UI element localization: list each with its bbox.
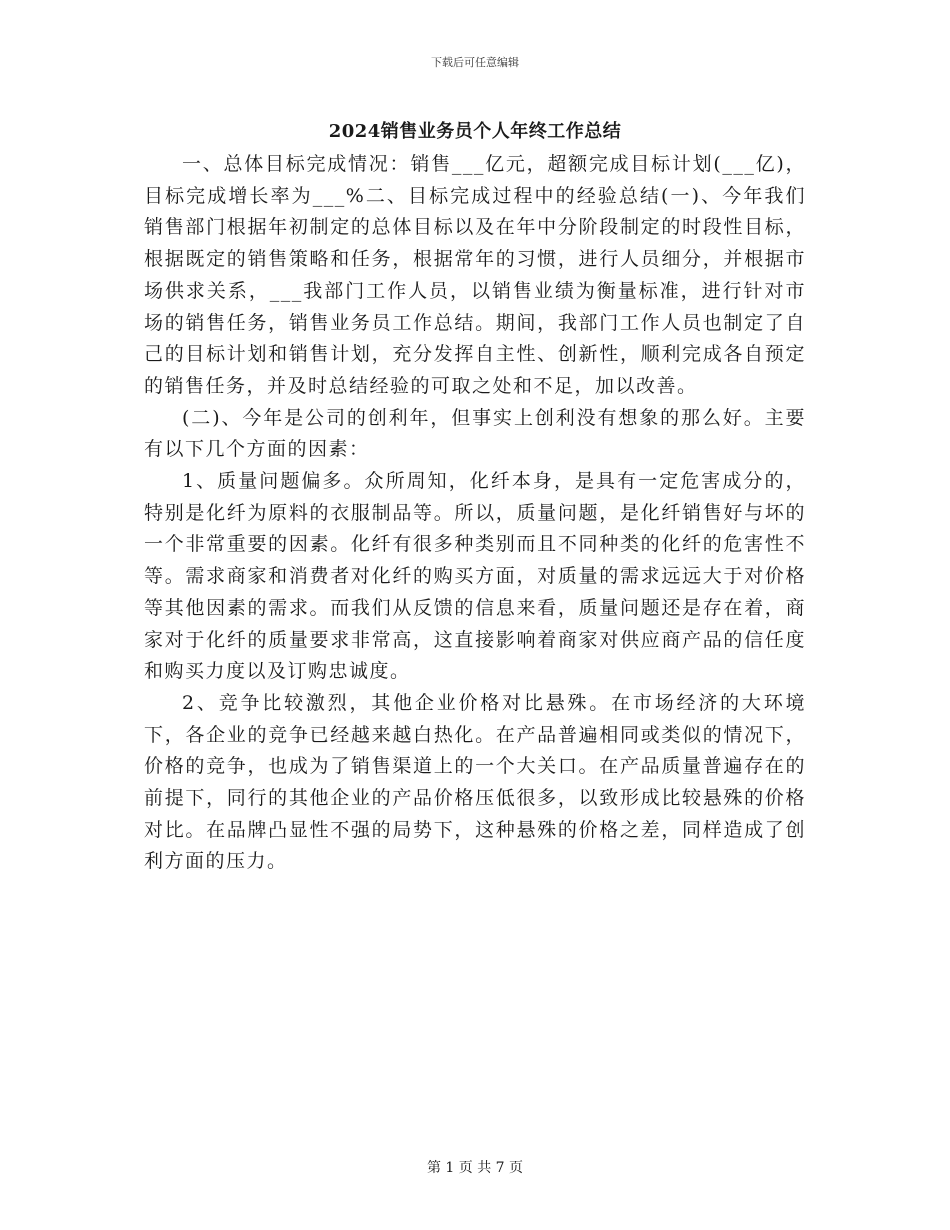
document-body (144, 149, 806, 878)
document-title: 2024销售业务员个人年终工作总结 (328, 121, 622, 142)
paragraph-competition: 2、竞争比较激烈，其他企业价格对比悬殊。在市场经济的大环境下，各企业的竞争已经越来越白热化。在产品普遍相同或类似的情况下，价格的竞争，也成为了销售渠道上的一个大关口。在产品质量普遍存在的前提下，同行的其他企业的产品价格压低很多，以致形成比较悬殊的价格对比。在品牌凸显性不强的局势下，这种悬殊的价格之差，同样造成了创利方面的压力。 (144, 691, 806, 873)
paragraph-profit-year: (二)、今年是公司的创利年，但事实上创利没有想象的那么好。主要有以下几个方面的因素： (144, 406, 806, 461)
paragraph-overall-goals: 一、总体目标完成情况：销售___亿元，超额完成目标计划(___亿)，目标完成增长率为___%二、目标完成过程中的经验总结(一)、今年我们销售部门根据年初制定的总体目标以及在年中分阶段制定的时段性目标，根据既定的销售策略和任务，根据常年的习惯，进行人员细分，并根据市场供求关系，___我部门工作人员，以销售业绩为衡量标准，进行针对市场的销售任务，销售业务员工作总结。期间，我部门工作人员也制定了自己的目标计划和销售计划，充分发挥自主性、创新性，顺利完成各自预定的销售任务，并及时总结经验的可取之处和不足，加以改善。 (144, 153, 806, 397)
paragraph-quality-issues: 1、质量问题偏多。众所周知，化纤本身，是具有一定危害成分的，特别是化纤为原料的衣服制品等。所以，质量问题，是化纤销售好与坏的一个非常重要的因素。化纤有很多种类别而且不同种类的化纤的危害性不等。需求商家和消费者对化纤的购买方面，对质量的需求远远大于对价格等其他因素的需求。而我们从反馈的信息来看，质量问题还是存在着，商家对于化纤的质量要求非常高，这直接影响着商家对供应商产品的信任度和购买力度以及订购忠诚度。 (144, 470, 806, 683)
header-note: 下载后可任意编辑 (431, 56, 519, 69)
page-number-footer: 第 1 页 共 7 页 (426, 1160, 524, 1176)
